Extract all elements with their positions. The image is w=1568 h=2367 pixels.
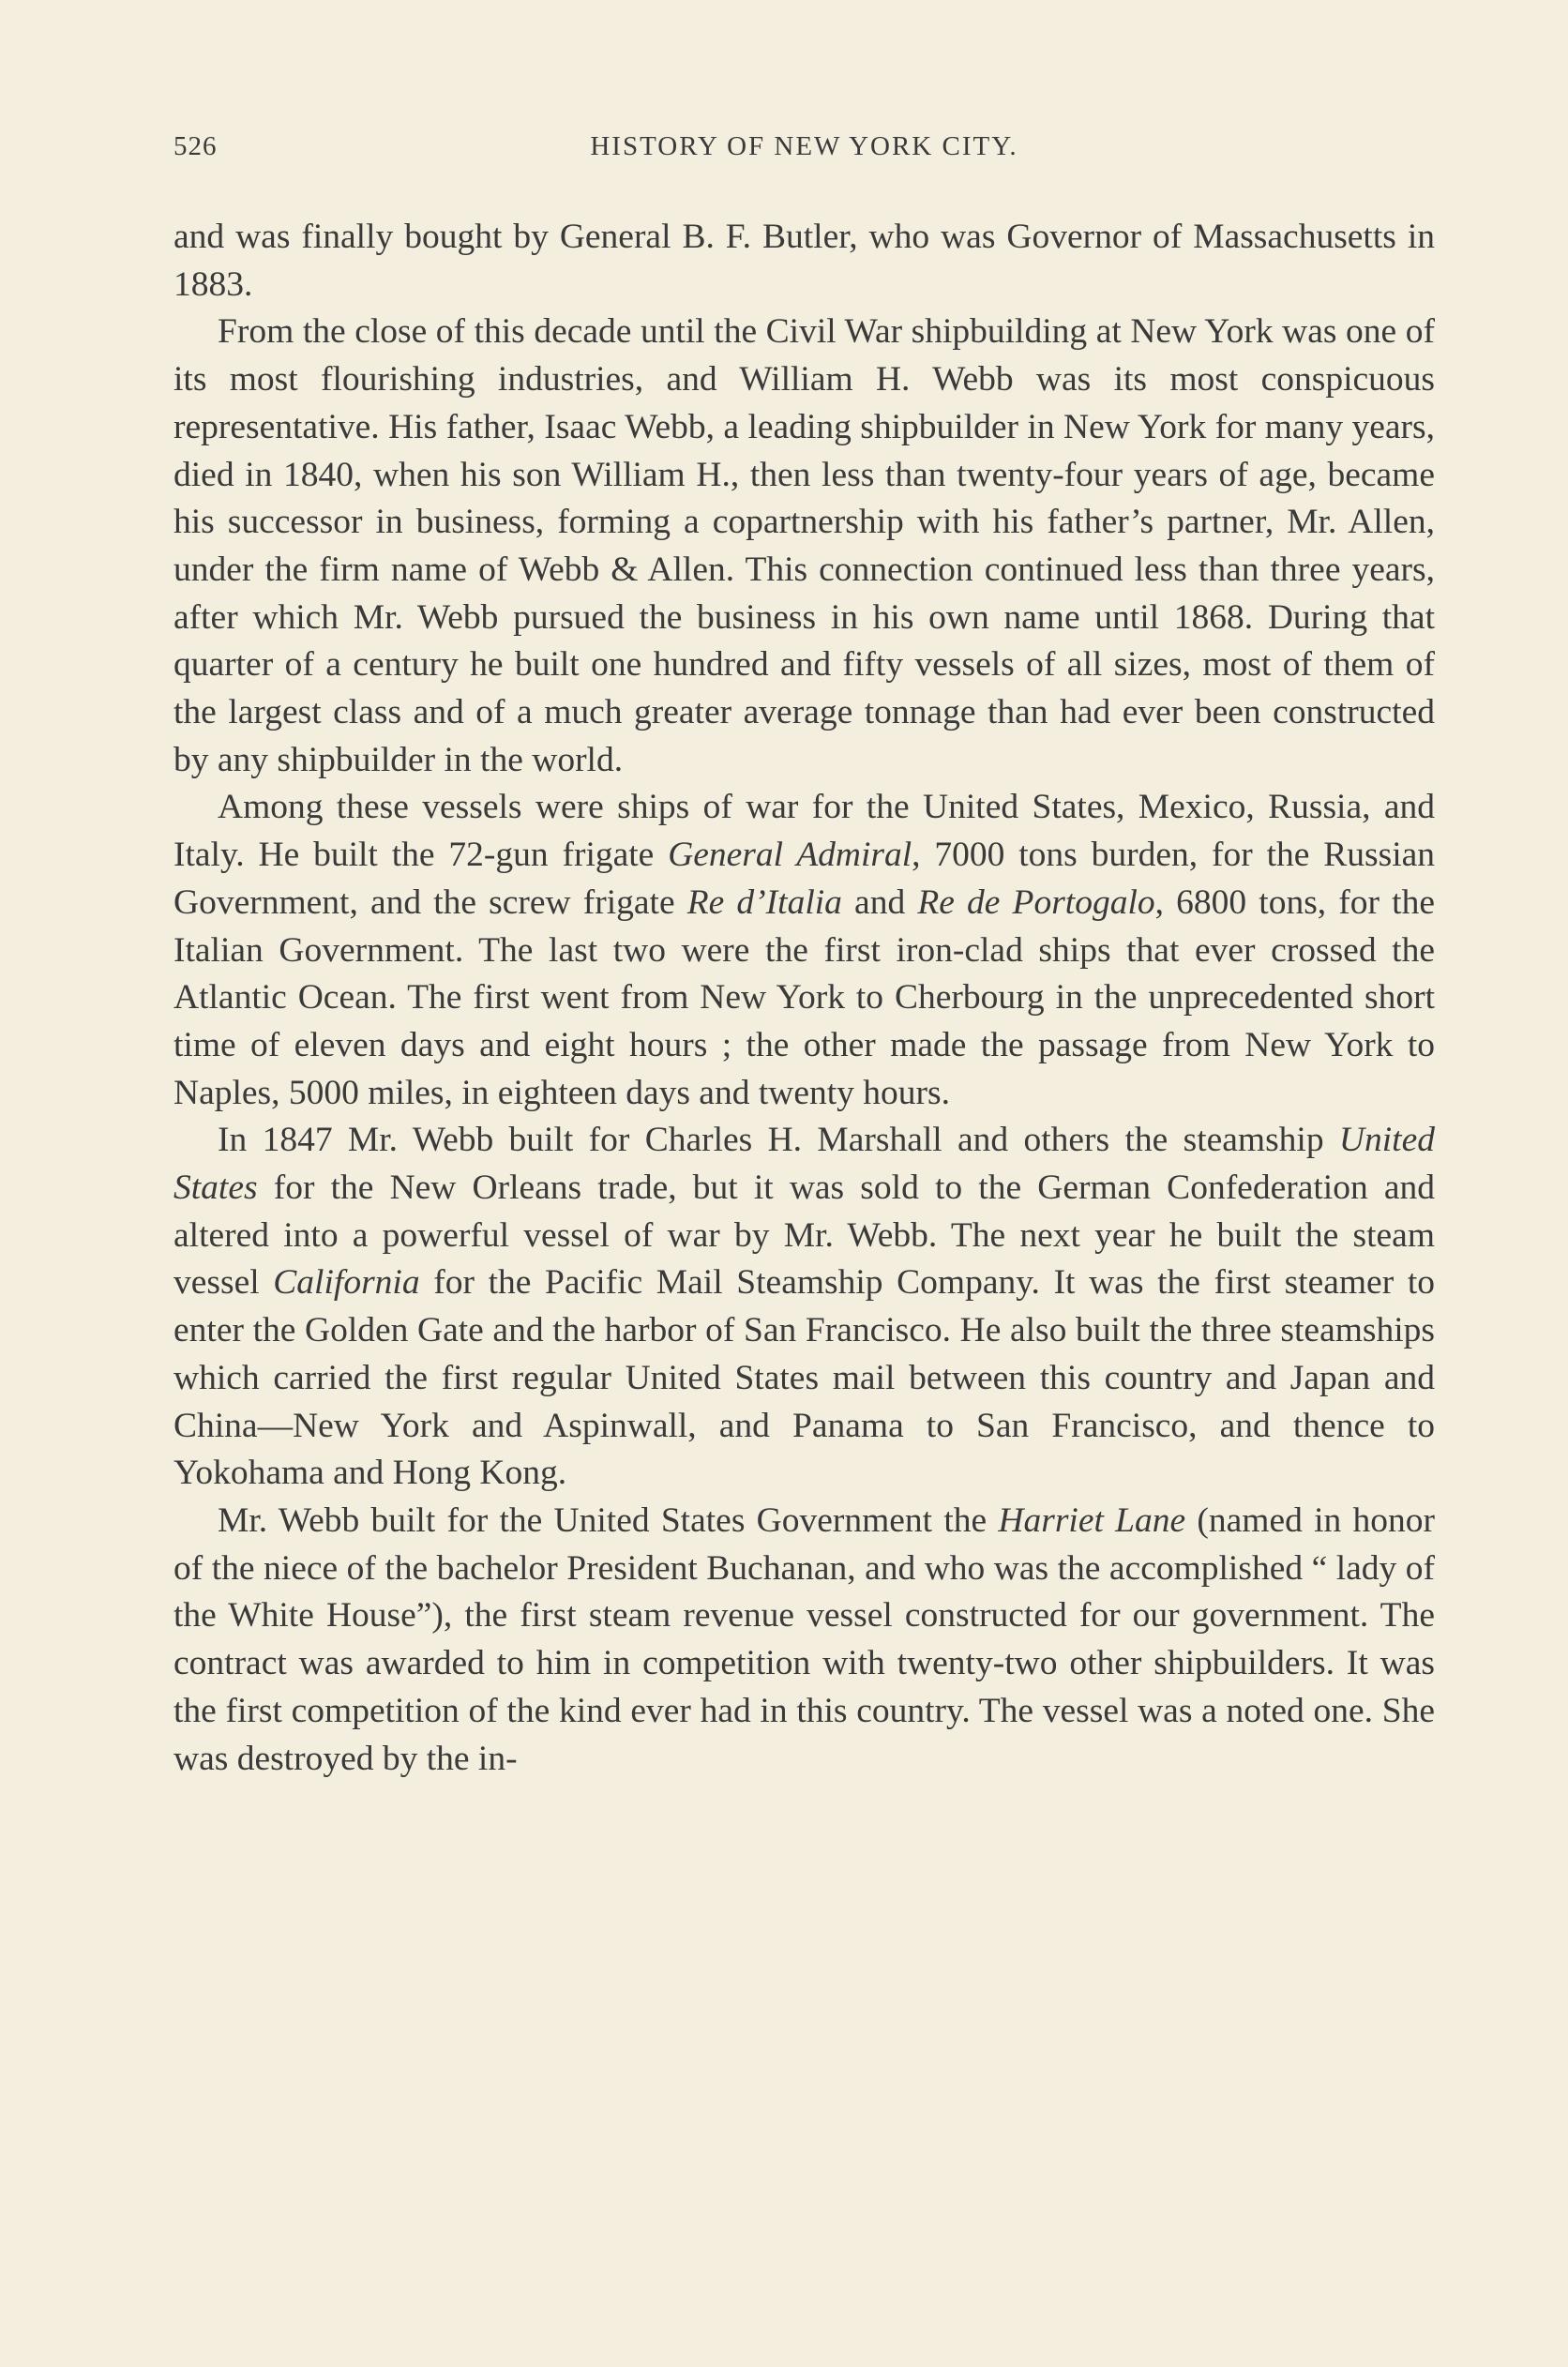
text-segment: (named in honor of the niece of the bachelor President Buchanan, and who was the accomplished “ lady of the White House”), the first steam revenue vessel constructed for our government. The contract was awarded to him in competition with twenty-two other shipbuilders. It was the first competition of the kind ever had in this country. The vessel was a noted one. She was destroyed by the in- [173,1500,1435,1778]
text-segment: and [841,882,918,922]
text-segment: Mr. Webb built for the United States Government the [218,1500,999,1540]
paragraph-4 [173,1117,1435,1498]
text-segment: for the New Orleans trade, but it was sold to the German Confederation and altered into a powerful vessel of war by Mr. Webb. The next year he built the steam vessel [173,1168,1435,1303]
running-title: HISTORY OF NEW YORK CITY. [590,131,1018,161]
text-segment: Among these vessels were ships of war for the United States, Mexico, Russia, and Italy. He built the 72-gun frigate [173,788,1435,875]
text-segment: In 1847 Mr. Webb built for Charles H. Marshall and others the steamship [218,1121,1339,1160]
ship-name-california: California [273,1263,420,1303]
text-segment: for the Pacific Mail Steamship Company. It was the first steamer to enter the Golden Gate and the harbor of San Francisco. He also built the three steamships which carried the first regular United States mail between this country and Japan and China—New York and Aspinwall, and Panama to San Francisco, and thence to Yokohama and Hong Kong. [173,1263,1435,1493]
paragraph-1 [173,214,1435,309]
ship-name-re-de-portogalo: Re de Portogalo [917,882,1155,922]
body-text [173,214,1435,1783]
ship-name-united-states: United States [173,1121,1435,1208]
paragraph-3 [173,784,1435,1117]
running-head [173,131,1435,178]
ship-name-harriet-lane: Harriet Lane [998,1500,1186,1540]
ship-name-re-ditalia: Re d’Italia [686,882,842,922]
text-segment: From the close of this decade until the Civil War shipbuilding at New York was one of its most flourishing industries, and William H. Webb was its most conspicuous representative. His father, Isaac Webb, a leading shipbuilder in New York for many years, died in 1840, when his son William H., then less than twenty-four years of age, became his successor in business, forming a copartnership with his father’s partner, Mr. Allen, under the firm name of Webb & Allen. This connection continued less than three years, after which Mr. Webb pursued the business in his own name until 1868. During that quarter of a century he built one hundred and fifty vessels of all sizes, most of them of the largest class and of a much greater average tonnage than had ever been constructed by any shipbuilder in the world. [173,312,1435,779]
page-number: 526 [173,131,218,161]
ship-name-general-admiral: General Admiral [668,836,912,875]
text-segment: , 6800 tons, for the Italian Government. The last two were the first iron-clad ships that ever crossed the Atlantic Ocean. The first went from New York to Cherbourg in the unprecedented short time of eleven days and eight hours ; the other made the passage from New York to Naples, 5000 miles, in eighteen days and twenty hours. [173,882,1435,1112]
paragraph-2 [173,309,1435,784]
paragraph-5 [173,1498,1435,1783]
text-segment: and was finally bought by General B. F. Butler, who was Governor of Massachusetts in 1883. [173,218,1435,304]
text-segment: , 7000 tons burden, for the Russian Government, and the screw frigate [173,836,1436,922]
